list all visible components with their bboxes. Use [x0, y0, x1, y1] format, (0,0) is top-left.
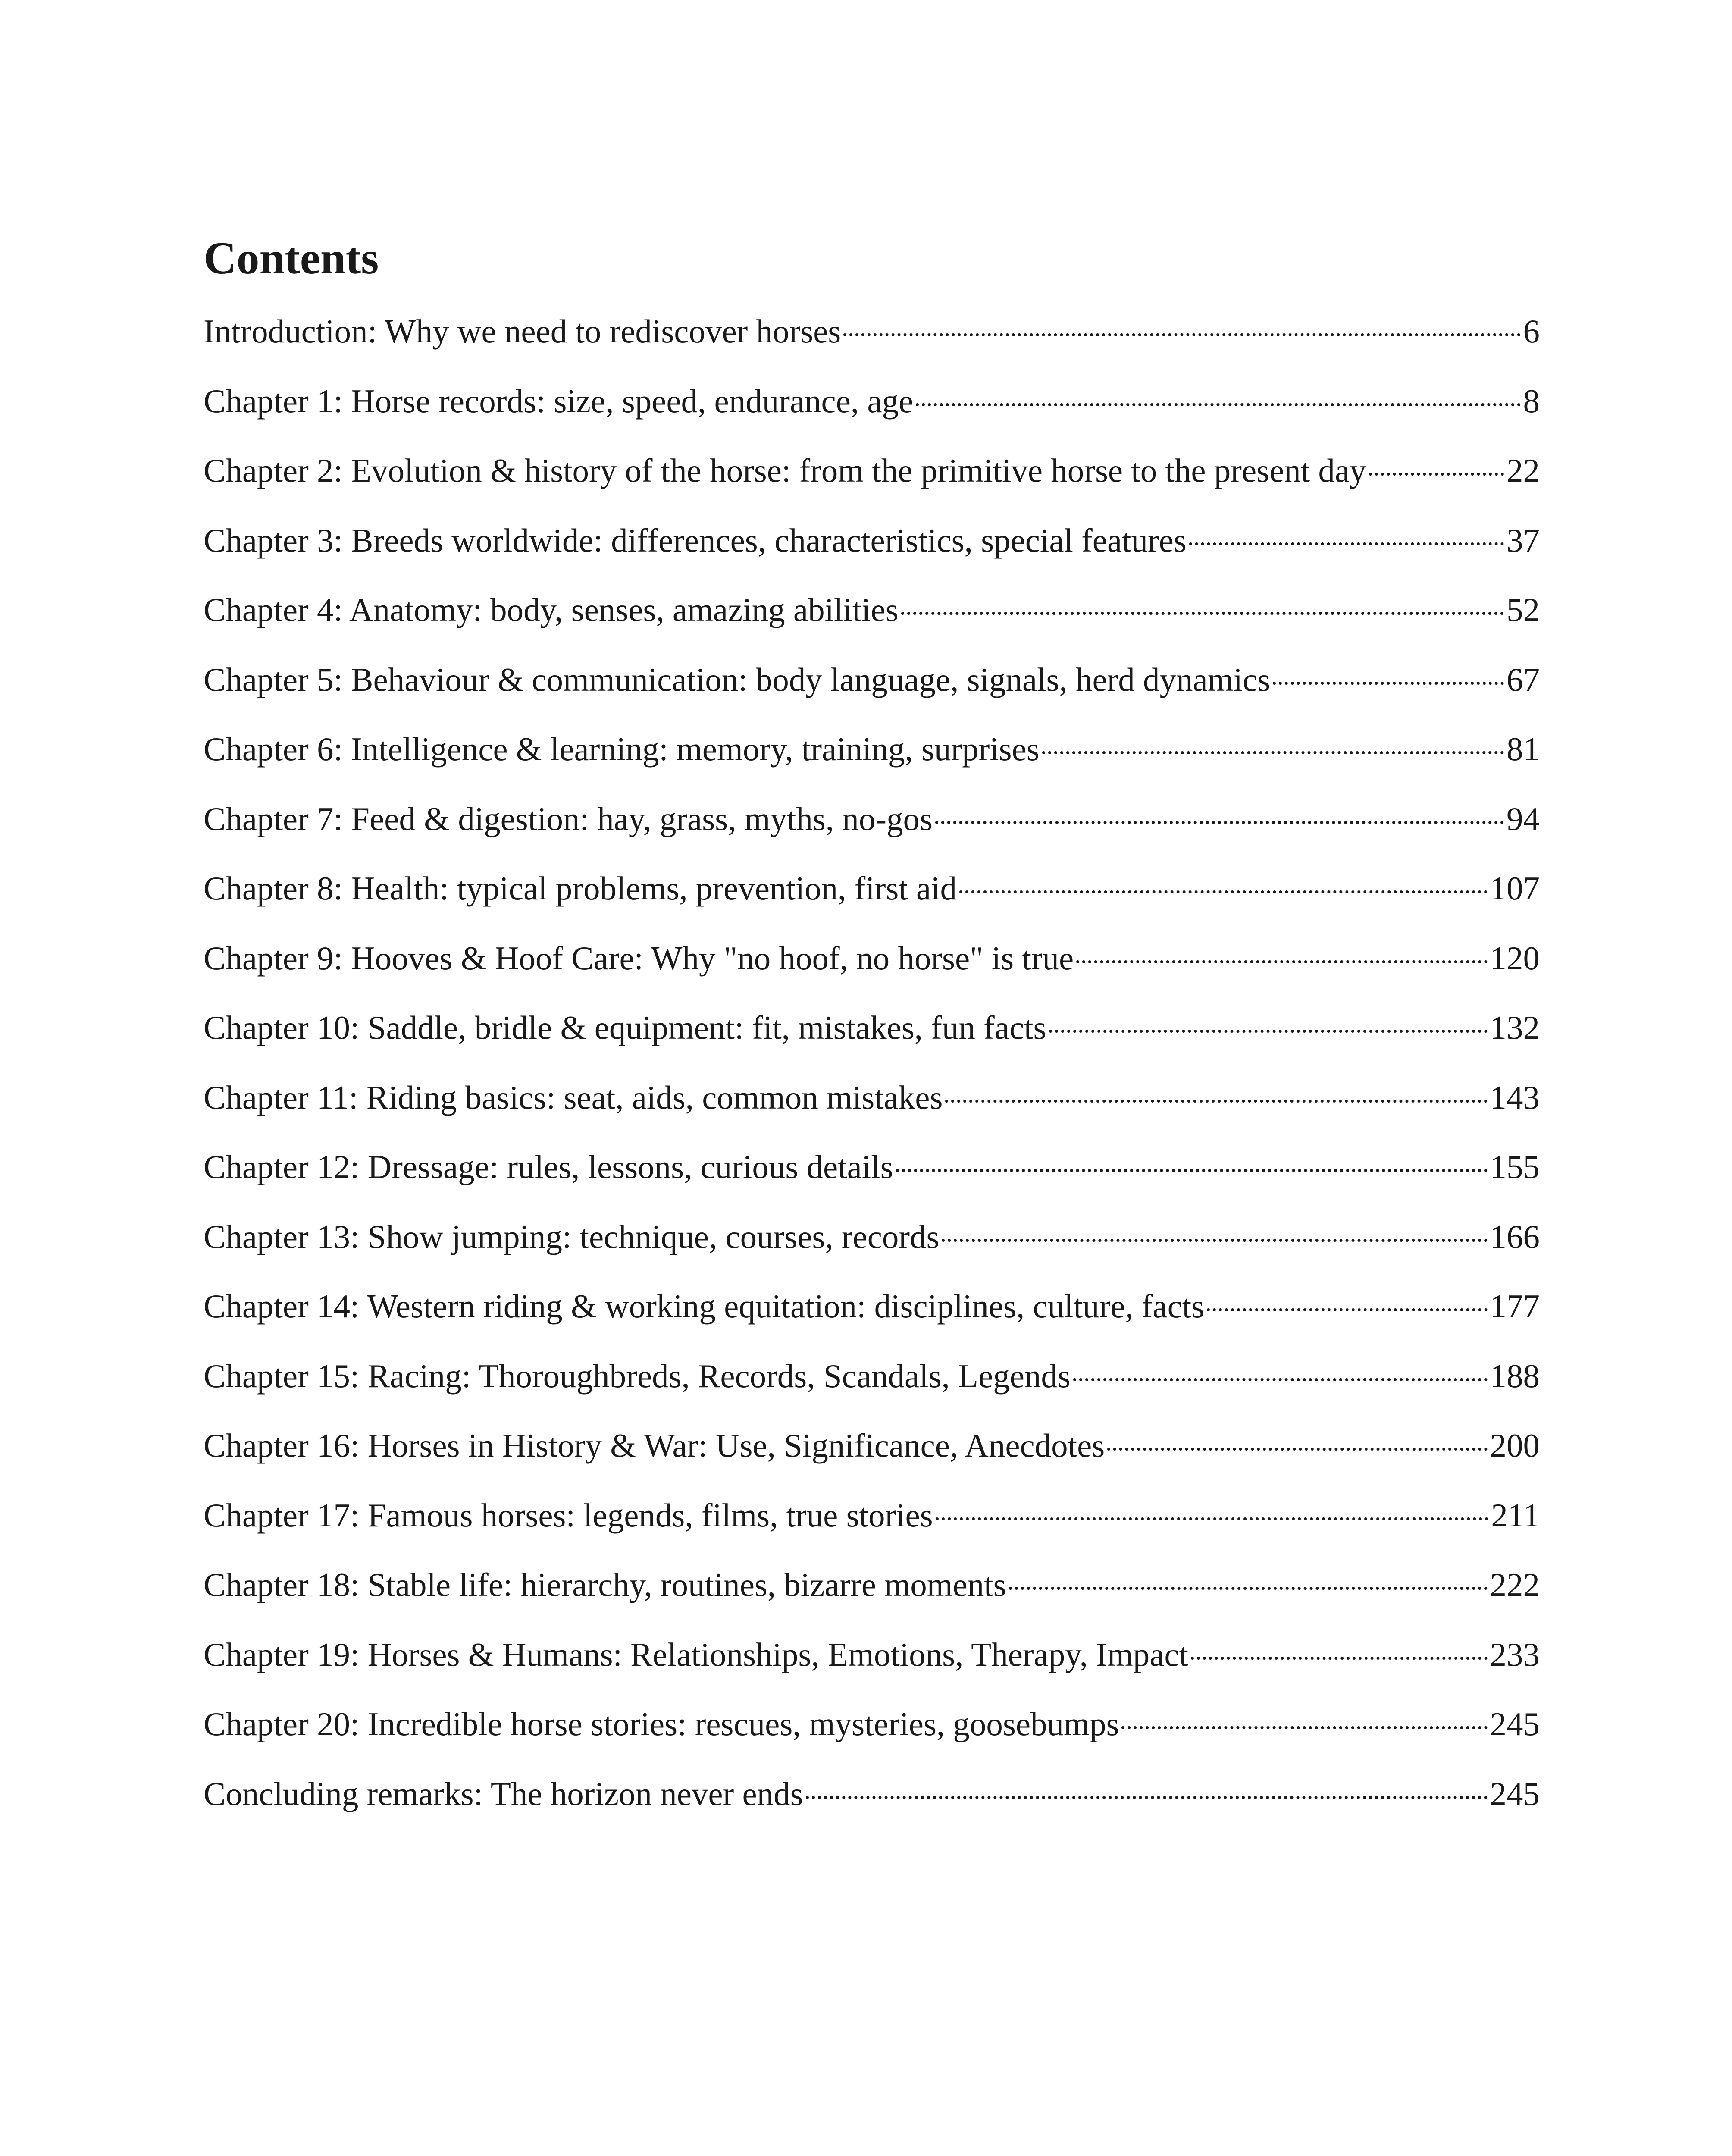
toc-entry[interactable]	[204, 1147, 1540, 1217]
toc-entry-page-number: 94	[1506, 800, 1540, 837]
dot-leader	[1073, 1378, 1488, 1381]
toc-entry-title: Chapter 16: Horses in History & War: Use, Significance, Anecdotes	[204, 1427, 1105, 1464]
toc-entry[interactable]	[204, 520, 1540, 590]
dot-leader	[1369, 473, 1504, 476]
dot-leader	[945, 1100, 1487, 1103]
toc-entry-page-number: 211	[1491, 1496, 1540, 1534]
toc-entry[interactable]	[204, 1426, 1540, 1495]
toc-entry-page-number: 81	[1506, 730, 1540, 768]
dot-leader	[1076, 960, 1487, 963]
toc-entry-title: Chapter 3: Breeds worldwide: differences, characteristics, special features	[204, 521, 1187, 559]
toc-entry-page-number: 188	[1490, 1357, 1540, 1395]
toc-entry-title: Concluding remarks: The horizon never ends	[204, 1775, 803, 1812]
toc-entry-page-number: 8	[1523, 382, 1540, 420]
toc-entry-page-number: 120	[1490, 939, 1540, 977]
toc-entry-page-number: 177	[1490, 1288, 1540, 1325]
toc-entry-page-number: 222	[1490, 1566, 1540, 1603]
toc-entry-title: Chapter 8: Health: typical problems, prevention, first aid	[204, 870, 957, 907]
toc-entry[interactable]	[204, 799, 1540, 869]
toc-entry[interactable]	[204, 1356, 1540, 1426]
dot-leader	[1207, 1308, 1487, 1311]
toc-entry[interactable]	[204, 1008, 1540, 1078]
dot-leader	[935, 821, 1504, 824]
toc-entry-page-number: 200	[1490, 1427, 1540, 1464]
dot-leader	[1009, 1587, 1488, 1590]
toc-entry-title: Chapter 13: Show jumping: technique, courses, records	[204, 1218, 940, 1255]
toc-entry[interactable]	[204, 1635, 1540, 1705]
toc-entry-title: Chapter 6: Intelligence & learning: memory, training, surprises	[204, 730, 1040, 768]
toc-entry-page-number: 166	[1490, 1218, 1540, 1255]
toc-entry-page-number: 37	[1506, 521, 1540, 559]
toc-entry[interactable]	[204, 590, 1540, 660]
toc-entry-title: Chapter 19: Horses & Humans: Relationships, Emotions, Therapy, Impact	[204, 1636, 1188, 1673]
dot-leader	[896, 1169, 1488, 1172]
toc-entry-title: Chapter 18: Stable life: hierarchy, routines, bizarre moments	[204, 1566, 1006, 1603]
toc-entry-title: Chapter 7: Feed & digestion: hay, grass, myths, no-gos	[204, 800, 933, 837]
dot-leader	[806, 1796, 1488, 1799]
toc-entry[interactable]	[204, 381, 1540, 451]
toc-entry[interactable]	[204, 1704, 1540, 1774]
dot-leader	[942, 1239, 1487, 1242]
dot-leader	[1273, 682, 1504, 685]
dot-leader	[959, 890, 1487, 893]
toc-entry-page-number: 245	[1490, 1705, 1540, 1742]
toc-entry[interactable]	[204, 660, 1540, 730]
dot-leader	[843, 333, 1520, 336]
toc-entry-page-number: 6	[1523, 313, 1540, 350]
toc-entry-page-number: 132	[1490, 1009, 1540, 1046]
toc-entry[interactable]	[204, 1078, 1540, 1147]
dot-leader	[1191, 1657, 1488, 1660]
dot-leader	[1107, 1448, 1487, 1451]
toc-entry-title: Chapter 5: Behaviour & communication: body language, signals, herd dynamics	[204, 661, 1271, 698]
toc-entry-title: Chapter 11: Riding basics: seat, aids, common mistakes	[204, 1078, 943, 1116]
toc-entry-page-number: 233	[1490, 1636, 1540, 1673]
dot-leader	[1121, 1726, 1487, 1729]
toc-entry-page-number: 143	[1490, 1078, 1540, 1116]
toc-entry-page-number: 67	[1506, 661, 1540, 698]
toc-entry[interactable]	[204, 1774, 1540, 1844]
dot-leader	[1042, 751, 1504, 754]
toc-entry-title: Chapter 12: Dressage: rules, lessons, curious details	[204, 1148, 893, 1185]
table-of-contents	[204, 311, 1540, 1843]
toc-entry-page-number: 22	[1506, 452, 1540, 489]
toc-entry-page-number: 155	[1490, 1148, 1540, 1185]
toc-entry[interactable]	[204, 451, 1540, 520]
toc-entry-title: Chapter 15: Racing: Thoroughbreds, Records, Scandals, Legends	[204, 1357, 1071, 1395]
toc-entry[interactable]	[204, 938, 1540, 1008]
dot-leader	[901, 612, 1504, 615]
toc-entry-title: Chapter 4: Anatomy: body, senses, amazing abilities	[204, 591, 899, 628]
toc-entry-title: Chapter 17: Famous horses: legends, films, true stories	[204, 1496, 933, 1534]
toc-entry-title: Chapter 9: Hooves & Hoof Care: Why "no hoof, no horse" is true	[204, 939, 1074, 977]
dot-leader	[916, 403, 1520, 406]
toc-entry-page-number: 52	[1506, 591, 1540, 628]
toc-entry[interactable]	[204, 1565, 1540, 1635]
toc-entry-title: Chapter 1: Horse records: size, speed, endurance, age	[204, 382, 914, 420]
toc-entry[interactable]	[204, 1217, 1540, 1287]
toc-entry-title: Chapter 2: Evolution & history of the horse: from the primitive horse to the present day	[204, 452, 1366, 489]
toc-entry[interactable]	[204, 1286, 1540, 1356]
toc-entry-page-number: 107	[1490, 870, 1540, 907]
toc-entry[interactable]	[204, 868, 1540, 938]
toc-entry-title: Chapter 20: Incredible horse stories: rescues, mysteries, goosebumps	[204, 1705, 1119, 1742]
toc-entry-title: Chapter 14: Western riding & working equitation: disciplines, culture, facts	[204, 1288, 1205, 1325]
toc-entry-title: Chapter 10: Saddle, bridle & equipment: fit, mistakes, fun facts	[204, 1009, 1046, 1046]
dot-leader	[1049, 1030, 1488, 1033]
toc-entry[interactable]	[204, 729, 1540, 799]
toc-entry-page-number: 245	[1490, 1775, 1540, 1812]
dot-leader	[936, 1517, 1489, 1520]
toc-entry-title: Introduction: Why we need to rediscover horses	[204, 313, 841, 350]
contents-heading: Contents	[204, 233, 379, 283]
dot-leader	[1189, 542, 1504, 545]
toc-entry[interactable]	[204, 1495, 1540, 1565]
toc-entry[interactable]	[204, 311, 1540, 381]
